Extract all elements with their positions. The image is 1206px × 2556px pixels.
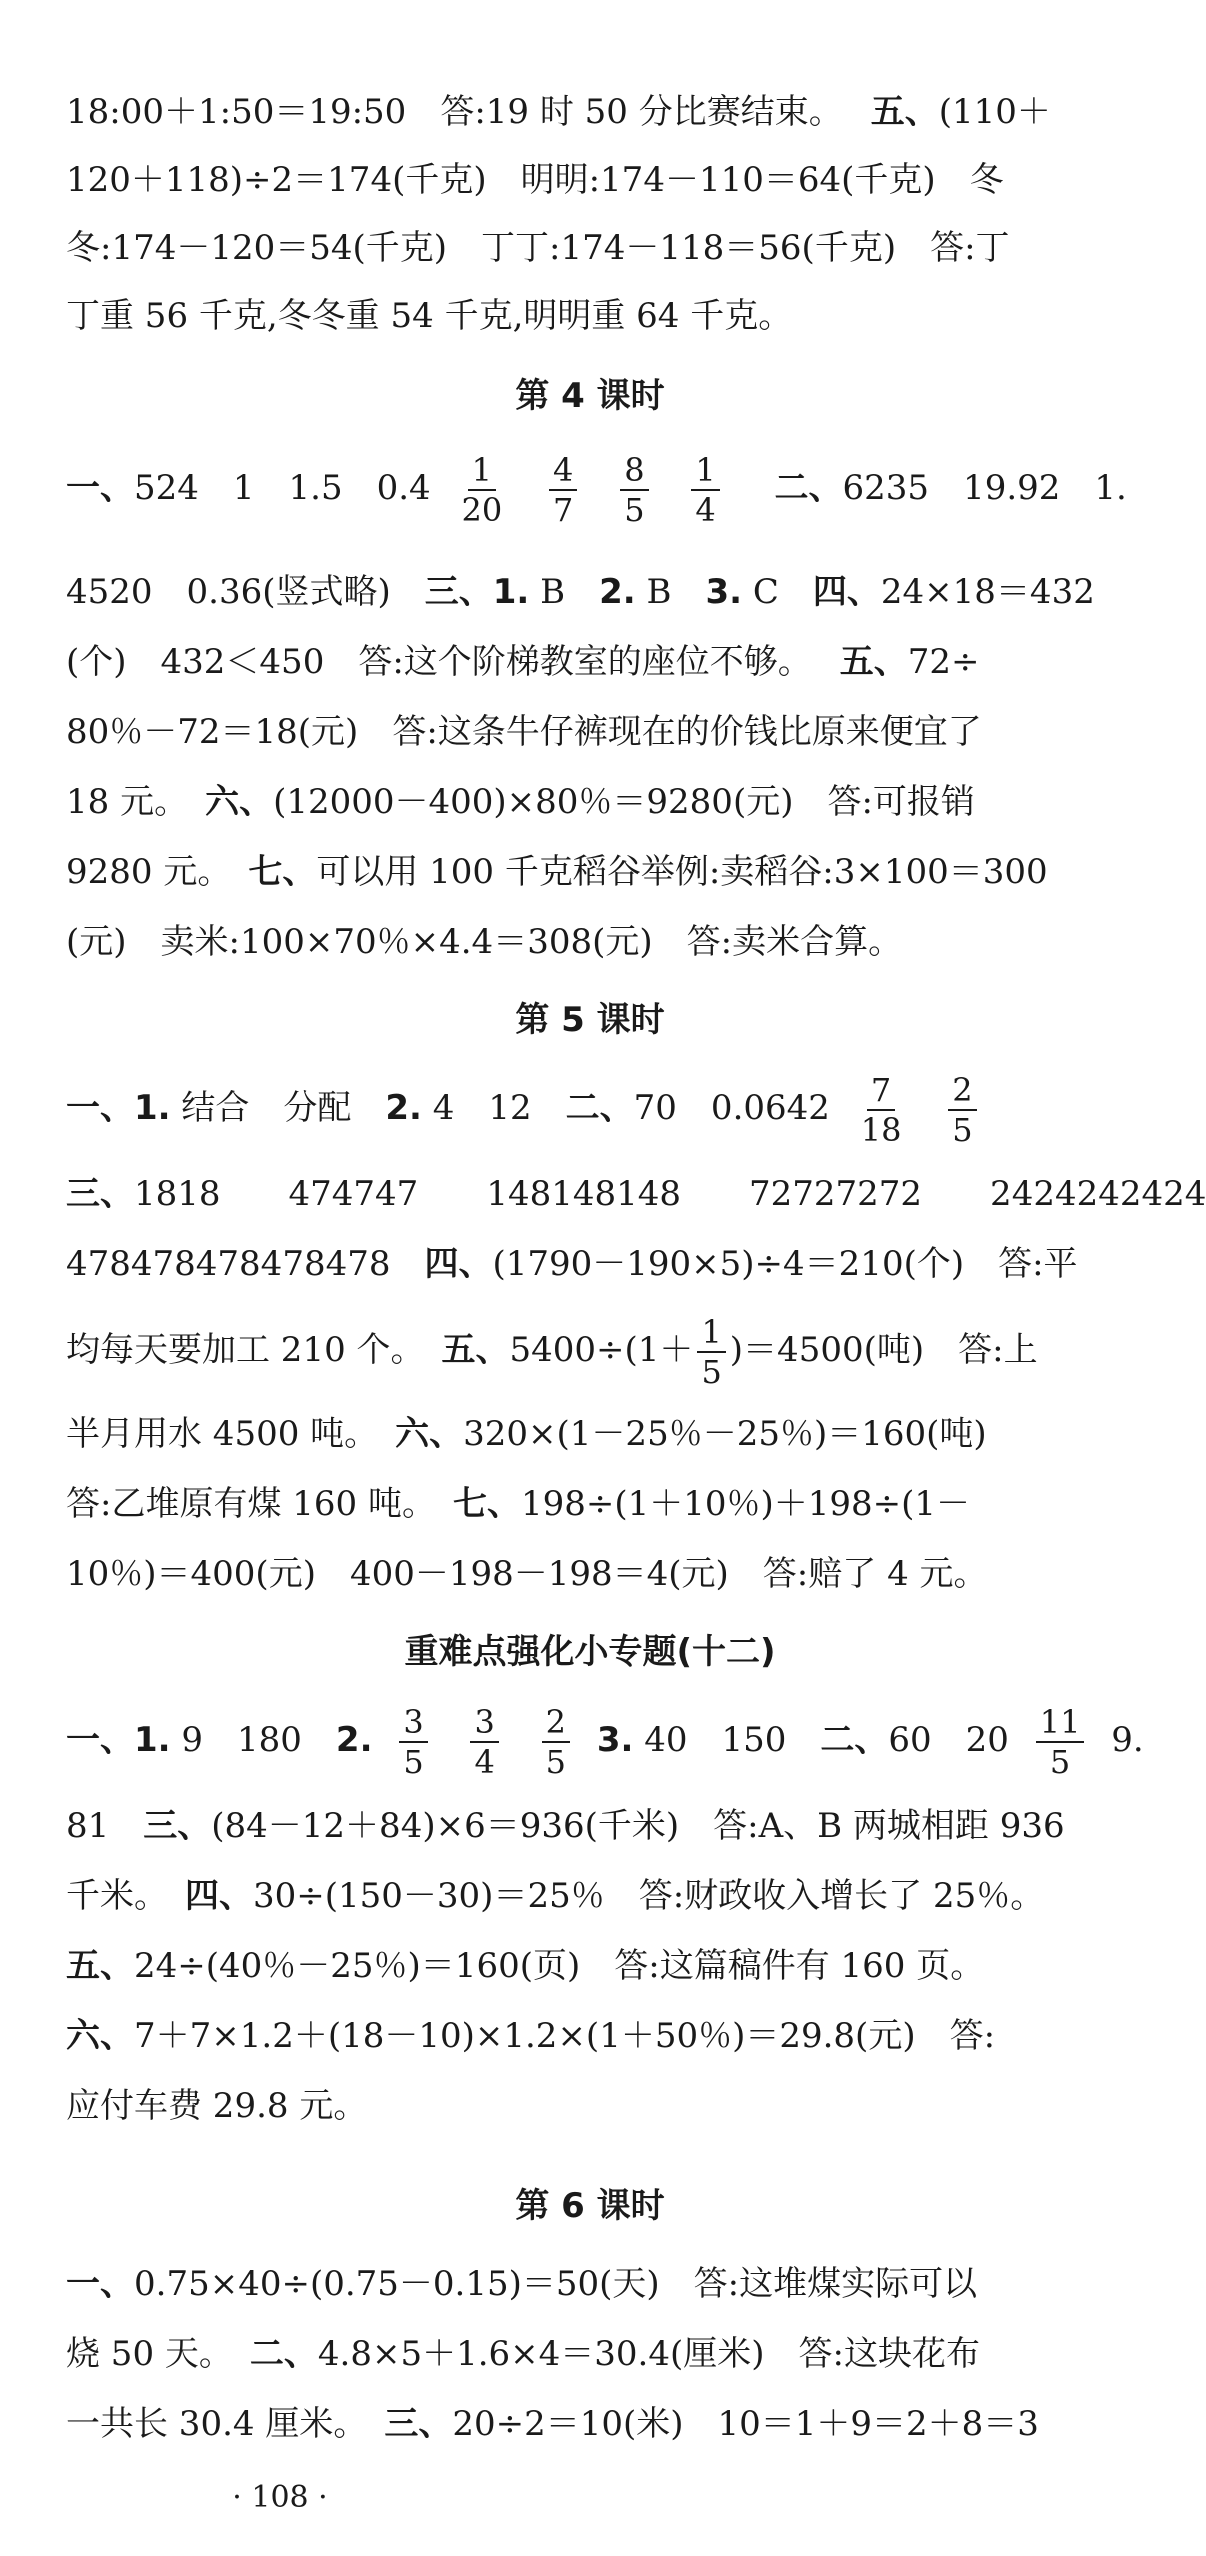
text-line: 应付车费 29.8 元。 xyxy=(66,2086,368,2126)
section-label: 二、 xyxy=(565,1088,634,1128)
section-label: 三、 xyxy=(384,2404,453,2444)
line-text: 6235 19.92 1. xyxy=(842,468,1127,508)
text-line: 18 元。 六、(12000－400)×80％＝9280(元) 答:可报销 xyxy=(66,782,975,822)
line-text: 丁重 56 千克,冬冬重 54 千克,明明重 64 千克。 xyxy=(66,296,793,336)
fraction: $\frac{1}{4}$ xyxy=(691,451,719,529)
section-label: 三、 xyxy=(143,1806,212,1846)
section-label: 五、 xyxy=(839,642,908,682)
text-line xyxy=(66,218,1116,288)
text-line: 答:乙堆原有煤 160 吨。 七、198÷(1＋10％)＋198÷(1－ xyxy=(66,1484,971,1524)
section-heading: 第 4 课时 xyxy=(515,376,665,416)
text-line xyxy=(66,286,1116,356)
section-label: 五、 xyxy=(441,1330,510,1370)
section-heading: 重难点强化小专题(十二) xyxy=(404,1632,776,1672)
line-text: 524 1 1.5 0.4 xyxy=(134,468,431,508)
text-line: 478478478478478 四、(1790－190×5)÷4＝210(个) 答:平 xyxy=(66,1244,1078,1284)
section-label: 一、 xyxy=(66,468,134,508)
text-line: 一、0.75×40÷(0.75－0.15)＝50(天) 答:这堆煤实际可以 xyxy=(66,2264,978,2304)
section-label: 七、 xyxy=(248,852,317,892)
fraction: $\frac{1}{5}$ xyxy=(697,1313,725,1391)
page-number: · 108 · xyxy=(232,2480,328,2515)
section-label: 七、 xyxy=(452,1484,521,1524)
text-line: 半月用水 4500 吨。 六、320×(1－25％－25％)＝160(吨) xyxy=(66,1414,987,1454)
section-label: 二、 xyxy=(774,468,843,508)
section-label: 一、 xyxy=(66,2264,134,2304)
section-label: 三、 xyxy=(66,1174,134,1214)
text-line: 4520 0.36(竖式略) 三、1. B 2. B 3. C 四、24×18＝432 xyxy=(66,572,1095,612)
text-line: 五、24÷(40％－25％)＝160(页) 答:这篇稿件有 160 页。 xyxy=(66,1946,985,1986)
text-line: 烧 50 天。 二、4.8×5＋1.6×4＝30.4(厘米) 答:这块花布 xyxy=(66,2334,980,2374)
section-label: 一、1. xyxy=(66,1720,171,1760)
text-line: 一、1. 9 180 2. $\frac{3}{5}$ $\frac{3}{4}$ $\frac{2}{5}$ 3. 40 150 二、60 20 $\frac{11}{5}$ 9. xyxy=(66,1703,1144,1781)
section-label: 二、 xyxy=(820,1720,889,1760)
line-text: 冬:174－120＝54(千克) 丁丁:174－118＝56(千克) 答:丁 xyxy=(66,228,1010,268)
text-line: 均每天要加工 210 个。 五、5400÷(1＋ $\frac{1}{5}$ )＝4500(吨) 答:上 xyxy=(66,1313,1038,1391)
section-label: 五、 xyxy=(66,1946,134,1986)
text-line: 千米。 四、30÷(150－30)＝25％ 答:财政收入增长了 25％。 xyxy=(66,1876,1045,1916)
fraction: $\frac{1}{20}$ xyxy=(461,451,503,529)
section-label: 六、 xyxy=(205,782,274,822)
fraction: $\frac{2}{5}$ xyxy=(948,1071,976,1149)
section-heading: 第 6 课时 xyxy=(515,2186,665,2226)
line-text: 18:00＋1:50＝19:50 答:19 时 50 分比赛结束。 xyxy=(66,92,843,132)
section-label: 五、 xyxy=(870,92,939,132)
line-text: (110＋ xyxy=(938,92,1051,132)
text-line: 六、7＋7×1.2＋(18－10)×1.2×(1＋50％)＝29.8(元) 答: xyxy=(66,2016,996,2056)
text-line: 9280 元。 七、可以用 100 千克稻谷举例:卖稻谷:3×100＝300 xyxy=(66,852,1048,892)
text-line xyxy=(66,150,1116,220)
text-line: (个) 432＜450 答:这个阶梯教室的座位不够。 五、72÷ xyxy=(66,642,980,682)
text-line: 10％)＝400(元) 400－198－198＝4(元) 答:赔了 4 元。 xyxy=(66,1554,988,1594)
text-line xyxy=(66,440,1127,536)
section-label: 四、 xyxy=(185,1876,253,1916)
fraction: $\frac{3}{5}$ xyxy=(399,1703,427,1781)
fraction: $\frac{8}{5}$ xyxy=(620,451,648,529)
section-label: 二、 xyxy=(249,2334,318,2374)
fraction: $\frac{3}{4}$ xyxy=(470,1703,498,1781)
section-label: 六、 xyxy=(66,2016,134,2056)
section-label: 四、 xyxy=(424,1244,493,1284)
text-line: 一共长 30.4 厘米。 三、20÷2＝10(米) 10＝1＋9＝2＋8＝3 xyxy=(66,2404,1039,2444)
section-heading: 第 5 课时 xyxy=(515,1000,665,1040)
text-line: 一、1. 结合 分配 2. 4 12 二、70 0.0642 $\frac{7}{18}$ $\frac{2}{5}$ xyxy=(66,1060,1116,1156)
section-label: 六、 xyxy=(395,1414,464,1454)
fraction: $\frac{2}{5}$ xyxy=(542,1703,570,1781)
text-line: 80％－72＝18(元) 答:这条牛仔裤现在的价钱比原来便宜了 xyxy=(66,712,982,752)
text-line xyxy=(66,82,1116,152)
fraction: $\frac{7}{18}$ xyxy=(860,1071,902,1149)
line-text: 120＋118)÷2＝174(千克) 明明:174－110＝64(千克) 冬 xyxy=(66,160,1004,200)
text-line: 三、1818 474747 148148148 72727272 2424242424 xyxy=(66,1174,1206,1214)
section-label: 一、1. xyxy=(66,1088,171,1128)
fraction: $\frac{4}{7}$ xyxy=(549,451,577,529)
section-label: 三、1. xyxy=(424,572,530,612)
fraction: $\frac{11}{5}$ xyxy=(1036,1703,1085,1781)
text-line: (元) 卖米:100×70％×4.4＝308(元) 答:卖米合算。 xyxy=(66,922,903,962)
text-line: 81 三、(84－12＋84)×6＝936(千米) 答:A、B 两城相距 936 xyxy=(66,1806,1065,1846)
section-label: 四、 xyxy=(812,572,881,612)
